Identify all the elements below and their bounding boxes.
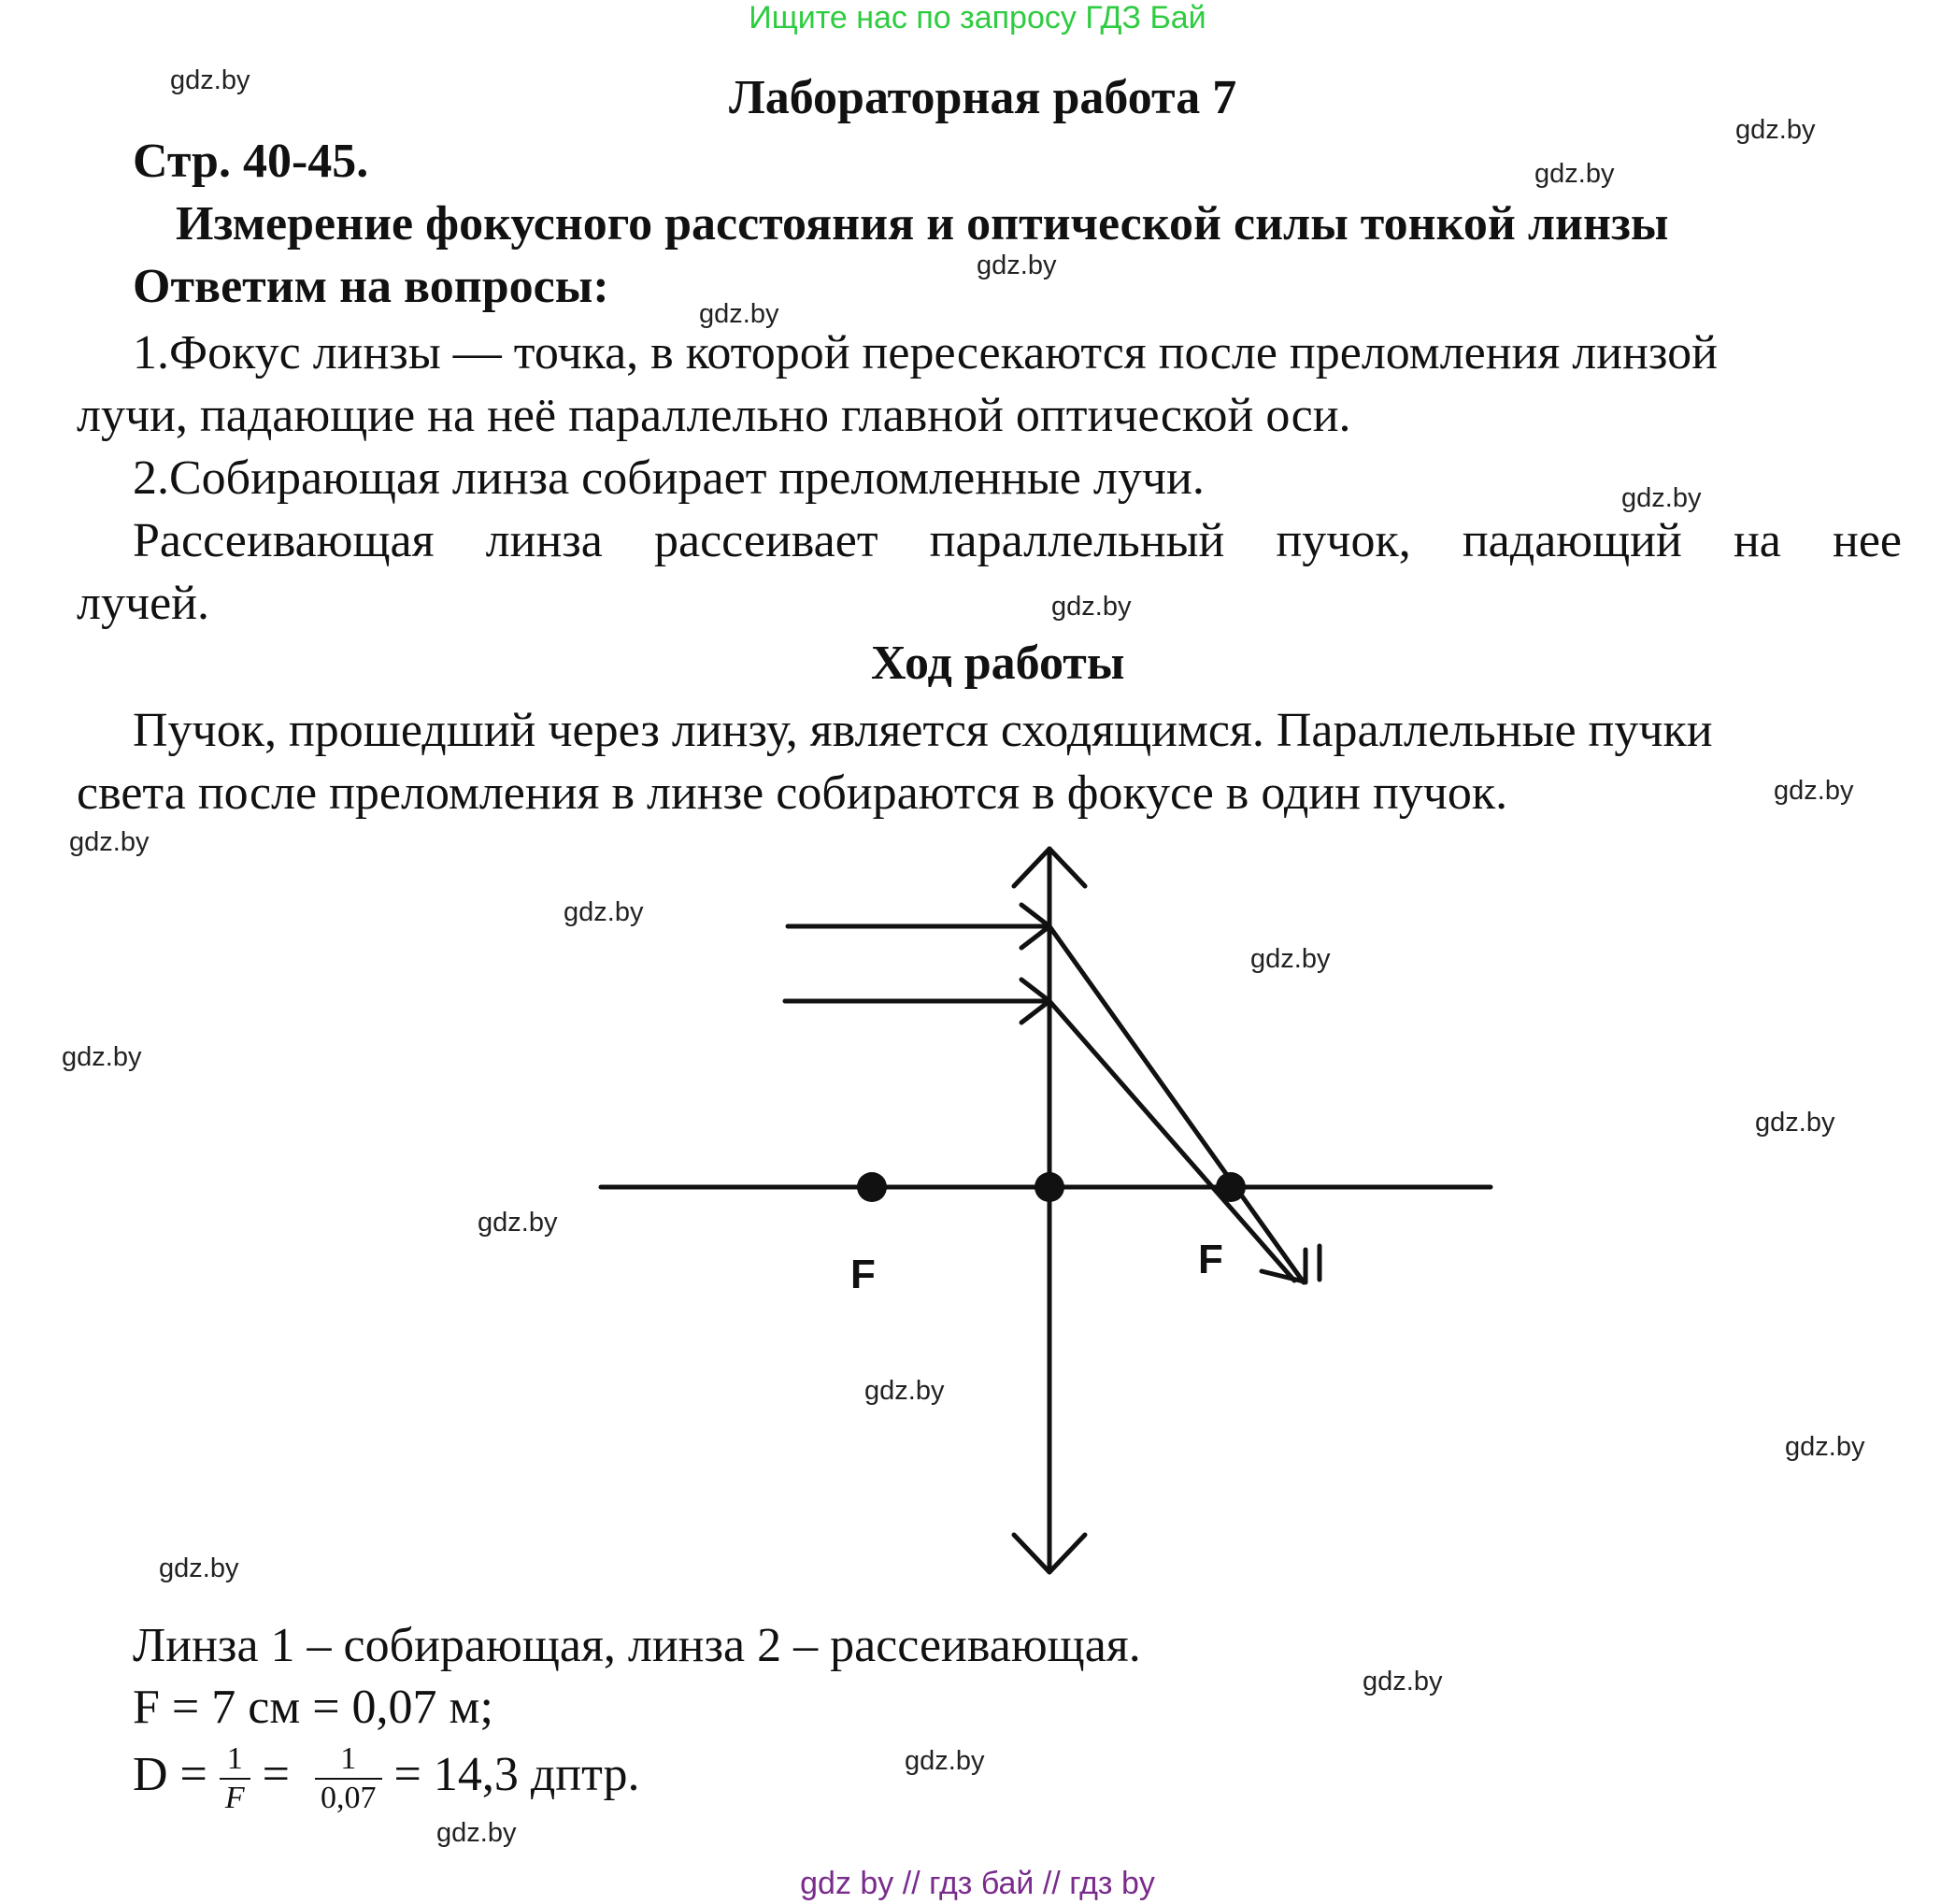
watermark: gdz.by	[1774, 776, 1854, 806]
watermark: gdz.by	[1250, 944, 1331, 974]
watermark: gdz.by	[1621, 483, 1702, 513]
work-heading: Ход работы	[871, 637, 1125, 690]
watermark: gdz.by	[564, 897, 644, 927]
watermark: gdz.by	[436, 1818, 517, 1848]
right-focus-point	[1216, 1172, 1246, 1202]
optical-center-point	[1035, 1172, 1064, 1202]
watermark: gdz.by	[977, 251, 1057, 280]
fraction-1-numerator: 1	[220, 1740, 250, 1780]
answers-heading: Ответим на вопросы:	[133, 260, 609, 313]
answer-3-line-2: лучей.	[77, 577, 210, 630]
watermark: gdz.by	[170, 65, 250, 95]
watermark: gdz.by	[1785, 1432, 1865, 1462]
watermark: gdz.by	[1534, 159, 1615, 189]
work-line-2: света после преломления в линзе собираются в фокусе в один пучок.	[77, 766, 1508, 820]
refracted-ray-2	[1049, 1001, 1294, 1281]
answer-1-line-2: лучи, падающие на неё параллельно главной оптической оси.	[77, 389, 1351, 442]
page-range: Стр. 40-45.	[133, 135, 369, 188]
fraction-1-denominator: F	[224, 1781, 245, 1815]
answer-3-line-1: Рассеивающая линза рассеивает параллельный пучок, падающий на нее	[133, 514, 1902, 567]
focal-length: F = 7 см = 0,07 м;	[133, 1681, 493, 1734]
watermark: gdz.by	[1363, 1667, 1443, 1696]
answer-2-line-1: 2.Собирающая линза собирает преломленные лучи.	[133, 451, 1205, 505]
formula-result: = 14,3 дптр.	[393, 1747, 640, 1801]
footer-links: gdz by // гдз бай // гдз by	[800, 1866, 1155, 1901]
subtitle: Измерение фокусного расстояния и оптической силы тонкой линзы	[176, 197, 1669, 251]
fraction-2	[315, 1740, 382, 1817]
watermark: gdz.by	[62, 1042, 142, 1072]
fraction-2-numerator: 1	[315, 1740, 382, 1780]
refracted-ray-1	[1049, 926, 1304, 1282]
left-focus-label: F	[850, 1252, 876, 1297]
formula-equals: =	[262, 1747, 290, 1801]
watermark: gdz.by	[1735, 115, 1816, 145]
work-line-1: Пучок, прошедший через линзу, является сходящимся. Параллельные пучки	[133, 704, 1713, 757]
right-focus-label: F	[1198, 1237, 1223, 1282]
fraction-1-over-F	[220, 1740, 250, 1817]
watermark: gdz.by	[478, 1208, 558, 1238]
watermark: gdz.by	[1755, 1108, 1835, 1138]
lens-types: Линза 1 – собирающая, линза 2 – рассеивающая.	[133, 1619, 1141, 1672]
watermark: gdz.by	[905, 1746, 985, 1776]
watermark: gdz.by	[69, 827, 150, 857]
top-banner: Ищите нас по запросу ГДЗ Бай	[749, 0, 1206, 36]
watermark: gdz.by	[864, 1376, 945, 1406]
watermark: gdz.by	[1051, 592, 1132, 622]
left-focus-point	[857, 1172, 887, 1202]
fraction-2-denominator: 0,07	[321, 1781, 377, 1815]
formula-prefix: D =	[133, 1747, 207, 1801]
lens-ray-diagram	[0, 823, 1955, 1589]
page-title: Лабораторная работа 7	[729, 71, 1237, 124]
watermark: gdz.by	[699, 299, 779, 329]
watermark: gdz.by	[159, 1553, 239, 1583]
optical-power-formula	[133, 1740, 639, 1817]
answer-1-line-1: 1.Фокус линзы — точка, в которой пересекаются после преломления линзой	[133, 326, 1718, 379]
